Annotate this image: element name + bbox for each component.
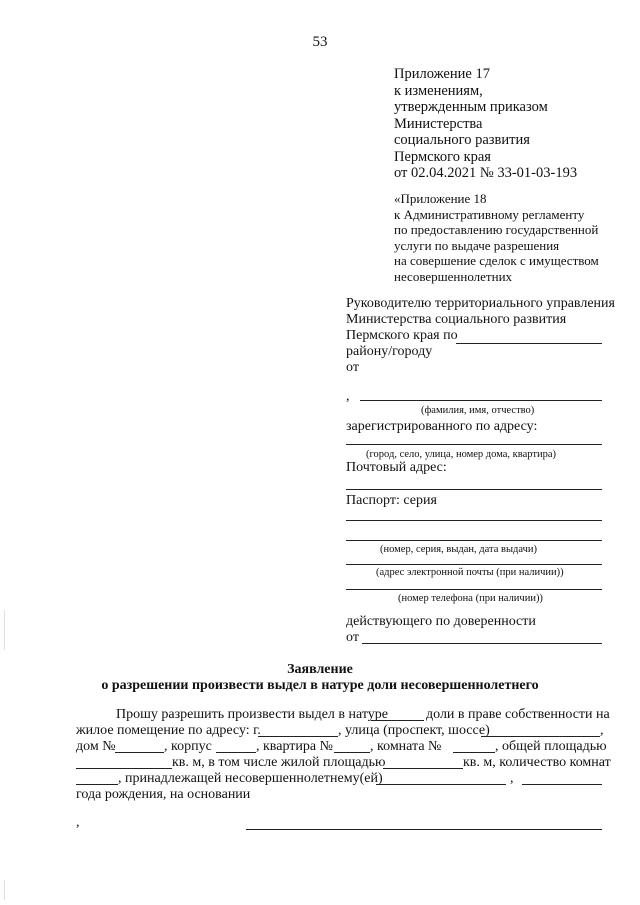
body-text: , общей площадью xyxy=(495,739,607,754)
body-text: доли в праве собственности на xyxy=(426,707,610,722)
apartment-field-line[interactable] xyxy=(334,752,370,753)
appendix-17-line: от 02.04.2021 № 33-01-03-193 xyxy=(394,165,578,181)
appendix-17-line: Приложение 17 xyxy=(394,66,490,82)
body-text: , xyxy=(600,723,604,738)
addressee-line: Пермского края по xyxy=(346,328,458,343)
rooms-count-field-line[interactable] xyxy=(76,784,118,785)
body-text: дом № xyxy=(76,739,116,754)
body-text: , квартира № xyxy=(256,739,333,754)
phone-field-line[interactable] xyxy=(346,589,602,590)
appendix-18-block xyxy=(394,191,599,284)
phone-caption: (номер телефона (при наличии)) xyxy=(398,593,543,604)
room-field-line[interactable] xyxy=(453,752,495,753)
registered-label: зарегистрированного по адресу: xyxy=(346,419,538,434)
body-text: , комната № xyxy=(370,739,442,754)
postal-label: Почтовый адрес: xyxy=(346,460,447,475)
addressee-line: Руководителю территориального управления xyxy=(346,296,615,311)
email-caption: (адрес электронной почты (при наличии)) xyxy=(376,567,564,578)
street-field-line[interactable] xyxy=(481,736,600,737)
minor-name-field-line[interactable] xyxy=(376,784,506,785)
email-field-line[interactable] xyxy=(346,564,602,565)
basis-field-line[interactable] xyxy=(246,829,602,830)
appendix-18-line: к Административному регламенту xyxy=(394,206,585,222)
body-text: кв. м, количество комнат xyxy=(463,755,611,770)
fio-field-line[interactable] xyxy=(360,400,602,401)
body-text: , xyxy=(76,815,80,830)
body-text: кв. м, в том числе жилой площадью xyxy=(172,755,386,770)
building-field-line[interactable] xyxy=(216,752,256,753)
passport-field-line-2[interactable] xyxy=(346,540,602,541)
passport-caption: (номер, серия, выдан, дата выдачи) xyxy=(380,544,537,555)
proxy-field-line[interactable] xyxy=(362,643,602,644)
appendix-17-line: социального развития xyxy=(394,132,530,148)
passport-field-line[interactable] xyxy=(346,520,602,521)
living-area-field-line[interactable] xyxy=(383,768,463,769)
scan-mark xyxy=(4,880,5,900)
passport-label: Паспорт: серия xyxy=(346,493,437,508)
address-field-line[interactable] xyxy=(346,444,602,445)
appendix-17-line: Пермского края xyxy=(394,148,491,165)
appendix-17-line: Министерства xyxy=(394,115,483,132)
document-title: Заявление xyxy=(287,662,353,677)
appendix-17-line: к изменениям, xyxy=(394,82,483,99)
body-text: , корпус xyxy=(164,739,212,754)
page-number: 53 xyxy=(312,34,328,50)
address-caption: (город, село, улица, номер дома, квартира) xyxy=(366,449,556,460)
body-text: , улица (проспект, шоссе) xyxy=(338,723,490,738)
house-field-line[interactable] xyxy=(115,752,164,753)
document-subtitle: о разрешении произвести выдел в натуре доли несовершеннолетнего xyxy=(101,678,539,693)
body-text: Прошу разрешить произвести выдел в натуре xyxy=(116,707,388,722)
addressee-line: району/городу xyxy=(346,344,433,359)
body-text: , принадлежащей несовершеннолетнему(ей) xyxy=(118,771,383,786)
appendix-18-line: «Приложение 18 xyxy=(394,191,487,206)
appendix-17-line: утвержденным приказом xyxy=(394,99,548,115)
fio-caption: (фамилия, имя, отчество) xyxy=(421,405,535,416)
body-text: года рождения, на основании xyxy=(76,787,251,802)
from-label: от xyxy=(346,360,359,375)
scan-mark xyxy=(4,610,5,650)
body-text: жилое помещение по адресу: г. xyxy=(76,723,261,738)
minor-birth-field-line[interactable] xyxy=(522,784,602,785)
appendix-18-line: на совершение сделок с имуществом xyxy=(394,253,599,268)
appendix-18-line: услуги по выдаче разрешения xyxy=(394,237,560,253)
postal-field-line[interactable] xyxy=(346,489,602,490)
addressee-line: Министерства социального развития xyxy=(346,312,567,327)
city-field-line[interactable] xyxy=(258,736,338,737)
appendix-18-line: по предоставлению государственной xyxy=(394,222,599,237)
total-area-field-line[interactable] xyxy=(76,768,172,769)
comma-mark: , xyxy=(346,389,350,404)
proxy-label: действующего по доверенности xyxy=(346,614,536,629)
share-field-line[interactable] xyxy=(371,720,424,721)
appendix-17-block xyxy=(394,66,577,182)
appendix-18-line: несовершеннолетних xyxy=(394,268,513,284)
proxy-from-label: от xyxy=(346,630,359,645)
body-text: , xyxy=(510,771,514,786)
territory-field-line[interactable] xyxy=(456,343,602,344)
